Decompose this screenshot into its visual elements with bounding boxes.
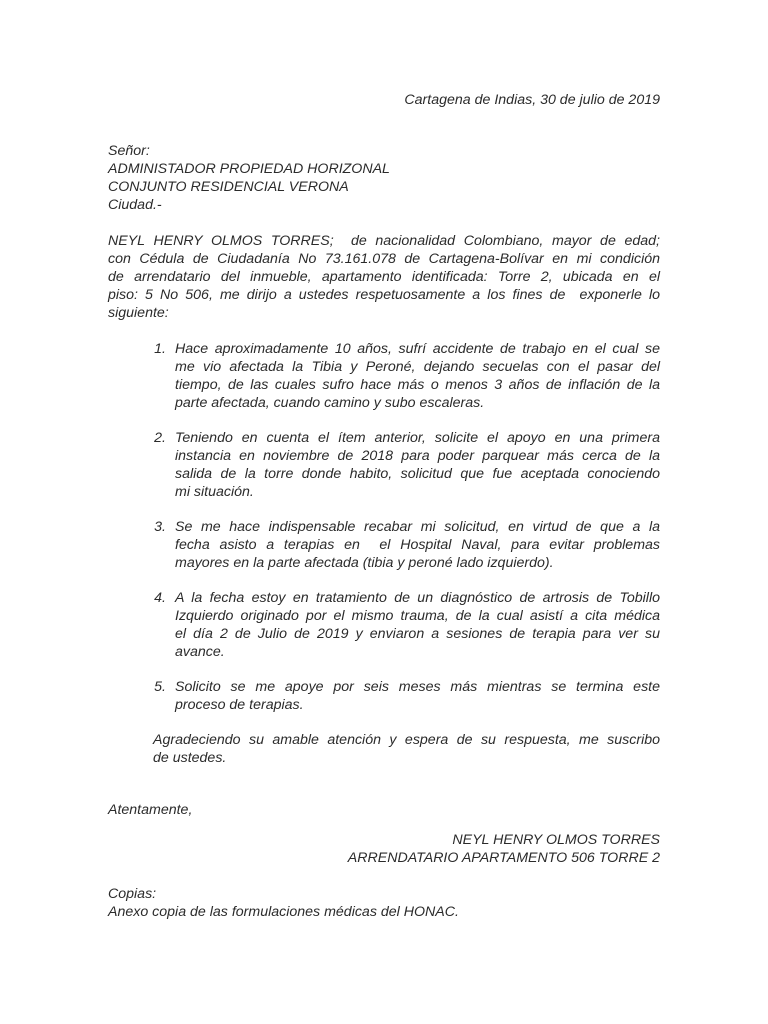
- list-item-number: 5.: [154, 679, 166, 695]
- recipient-entity: CONJUNTO RESIDENCIAL VERONA: [108, 179, 349, 195]
- list-item-line: tiempo, de las cuales sufro hace más o menos 3 años de inflación de la: [175, 377, 660, 393]
- list-item-line: instancia en noviembre de 2018 para poder parquear más cerca de la: [175, 448, 660, 464]
- intro-line: siguiente:: [108, 305, 169, 321]
- list-item-number: 2.: [154, 430, 166, 446]
- list-item-line: me vio afectada la Tibia y Peroné, dejando secuelas con el pasar del: [175, 359, 660, 375]
- list-item-line: Izquierdo originado por el mismo trauma, de la cual asistí a cita médica: [175, 608, 660, 624]
- signature-name: NEYL HENRY OLMOS TORRES: [452, 832, 660, 848]
- list-item-line: Teniendo en cuenta el ítem anterior, solicite el apoyo en una primera: [175, 430, 660, 446]
- intro-line: NEYL HENRY OLMOS TORRES; de nacionalidad Colombiano, mayor de edad;: [108, 233, 660, 249]
- intro-line: piso: 5 No 506, me dirijo a ustedes respetuosamente a los fines de exponerle lo: [108, 287, 660, 303]
- list-item-line: fecha asisto a terapias en el Hospital Naval, para evitar problemas: [175, 537, 660, 553]
- list-item-line: mayores en la parte afectada (tibia y peroné lado izquierdo).: [175, 555, 554, 571]
- copies-text: Anexo copia de las formulaciones médicas del HONAC.: [108, 904, 459, 920]
- list-item-number: 1.: [154, 341, 166, 357]
- copies-label: Copias:: [108, 886, 157, 902]
- valediction: Atentamente,: [108, 802, 193, 818]
- closing-line: Agradeciendo su amable atención y espera de su respuesta, me suscribo: [153, 732, 660, 748]
- salutation: Señor:: [108, 143, 150, 159]
- list-item-line: salida de la torre donde habito, solicitud que fue aceptada conociendo: [175, 466, 660, 482]
- closing-line: de ustedes.: [153, 750, 227, 766]
- list-item-number: 4.: [154, 590, 166, 606]
- intro-line: de arrendatario del inmueble, apartamento identificada: Torre 2, ubicada en el: [108, 269, 660, 285]
- recipient-city: Ciudad.-: [108, 197, 162, 213]
- list-item-line: proceso de terapias.: [175, 697, 304, 713]
- list-item-line: el día 2 de Julio de 2019 y enviaron a sesiones de terapia para ver su: [175, 626, 660, 642]
- recipient-title: ADMINISTADOR PROPIEDAD HORIZONAL: [108, 161, 390, 177]
- list-item-line: mi situación.: [175, 484, 254, 500]
- intro-line: con Cédula de Ciudadanía No 73.161.078 de Cartagena-Bolívar en mi condición: [108, 251, 660, 267]
- list-item-line: A la fecha estoy en tratamiento de un diagnóstico de artrosis de Tobillo: [175, 590, 660, 606]
- list-item-line: Se me hace indispensable recabar mi solicitud, en virtud de que a la: [175, 519, 660, 535]
- list-item-line: Hace aproximadamente 10 años, sufrí accidente de trabajo en el cual se: [175, 341, 660, 357]
- list-item-number: 3.: [154, 519, 166, 535]
- list-item-line: parte afectada, cuando camino y subo escaleras.: [175, 395, 485, 411]
- list-item-line: avance.: [175, 644, 225, 660]
- list-item-line: Solicito se me apoye por seis meses más mientras se termina este: [175, 679, 660, 695]
- signature-role: ARRENDATARIO APARTAMENTO 506 TORRE 2: [347, 850, 660, 866]
- date-line: Cartagena de Indias, 30 de julio de 2019: [404, 92, 660, 108]
